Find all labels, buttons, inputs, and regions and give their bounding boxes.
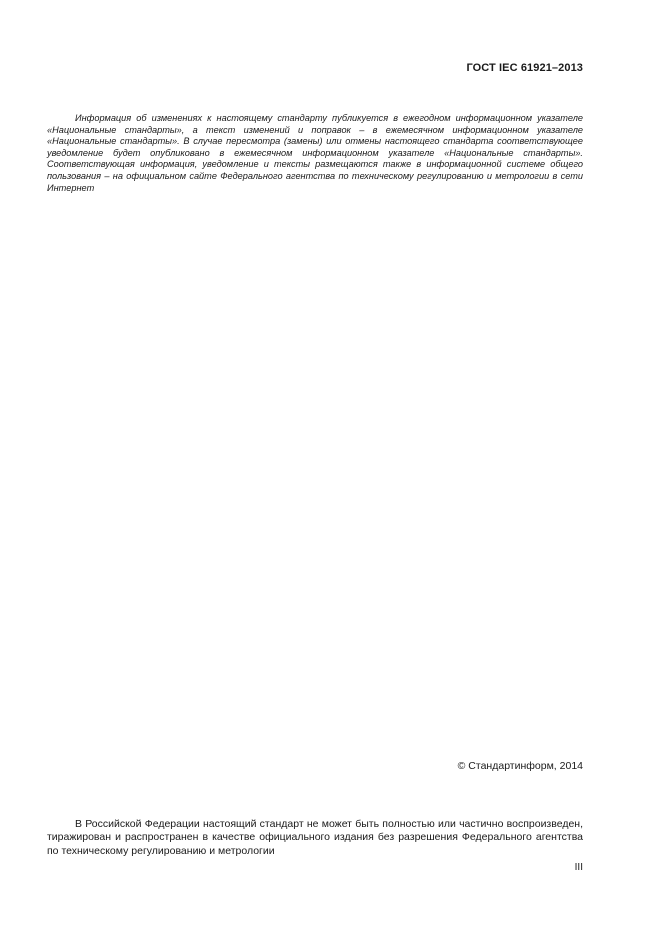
amendments-notice: Информация об изменениях к настоящему стандарту публикуется в ежегодном информационном указателе «Национальные стандарты», а текст изменений и поправок – в ежемесячном информационном указателе «Национальные стандарты». В случае пересмотра (замены) или отмены настоящего стандарта соответствующее уведомление будет опубликовано в ежемесячном информационном указателе «Национальные стандарты». Соответствующая информация, уведомление и тексты размещаются также в информационной системе общего пользования – на официальном сайте Федерального агентства по техническому регулированию и метрологии в сети Интернет xyxy=(47,113,583,193)
page-number: III xyxy=(574,862,583,873)
standard-code: ГОСТ IEC 61921–2013 xyxy=(466,62,583,74)
reproduction-rights-notice: В Российской Федерации настоящий стандарт не может быть полностью или частично воспроизведен, тиражирован и распространен в качестве официального издания без разрешения Федерального агентства по техническому регулированию и метрологии xyxy=(47,818,583,857)
copyright-notice: © Стандартинформ, 2014 xyxy=(457,760,583,772)
